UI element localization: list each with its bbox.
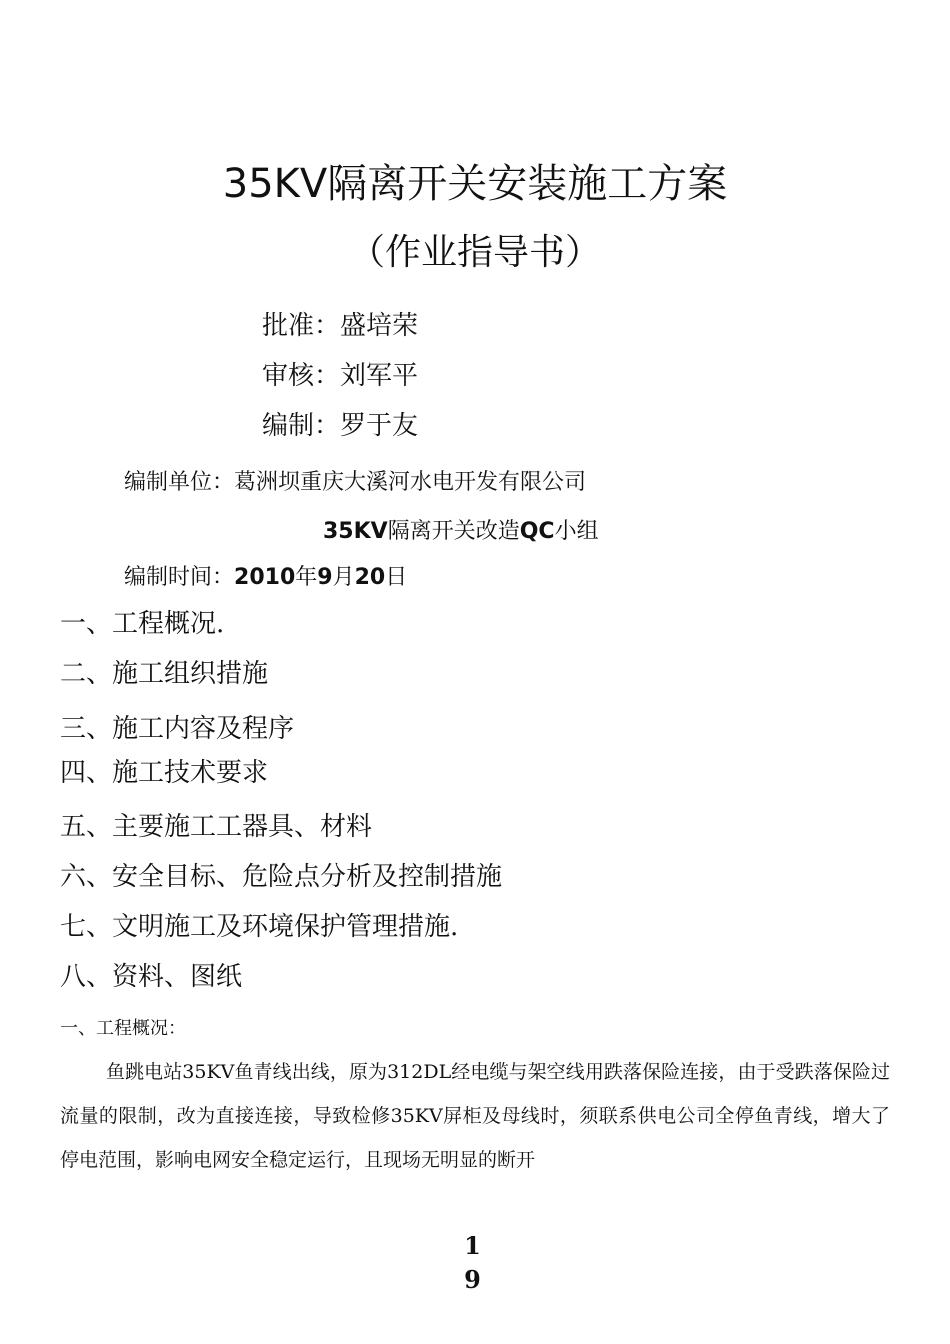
review-line [262,355,418,392]
date-day-unit: 日 [385,565,408,590]
page-number-digit: 1 [464,1231,481,1260]
review-name: 刘军平 [340,361,419,391]
compiler-label: 编制： [262,411,341,441]
toc-item: 一、工程概况. [60,609,225,639]
compiler-line [262,405,418,442]
group-prefix: 35KV [323,519,388,544]
compiling-unit [124,465,586,496]
group-middle: 隔离开关改造 [387,519,520,544]
toc-item: 七、文明施工及环境保护管理措施. [60,912,459,942]
date-day: 20 [354,565,386,590]
unit-label: 编制单位： [124,470,235,495]
date-label: 编制时间： [124,565,235,590]
date-year: 2010 [234,565,296,590]
toc-item: 二、施工组织措施 [60,659,269,689]
toc-item: 五、主要施工工器具、材料 [60,812,373,842]
compiler-name: 罗于友 [340,411,419,441]
toc-item: 三、施工内容及程序 [60,714,295,744]
body-paragraph: 鱼跳电站35KV鱼青线出线，原为312DL经电缆与架空线用跌落保险连接，由于受跌落保险过流量的限制，改为直接连接，导致检修35KV屏柜及母线时，须联系供电公司全停鱼青线，增大了停电范围，影响电网安全稳定运行，且现场无明显的断开 [60,1061,890,1171]
qc-group [323,514,599,545]
compiling-date [124,560,407,591]
approval-name: 盛培荣 [340,311,419,341]
review-label: 审核： [262,361,341,391]
unit-value: 葛洲坝重庆大溪河水电开发有限公司 [234,470,587,495]
group-suffix: 小组 [554,519,599,544]
document-title: 35KV隔离开关安装施工方案 [222,161,728,207]
group-qc: QC [519,519,555,544]
toc-item: 八、资料、图纸 [60,962,243,992]
page-number-digit: 9 [464,1265,481,1294]
date-month: 9 [317,565,333,590]
toc-item: 六、安全目标、危险点分析及控制措施 [60,862,503,892]
document-subtitle: （作业指导书） [348,232,601,273]
approval-label: 批准： [262,311,341,341]
toc-item: 四、施工技术要求 [60,758,269,788]
section-heading: 一、工程概况： [60,1018,186,1039]
approval-line [262,305,418,342]
date-year-unit: 年 [295,565,318,590]
date-month-unit: 月 [332,565,355,590]
